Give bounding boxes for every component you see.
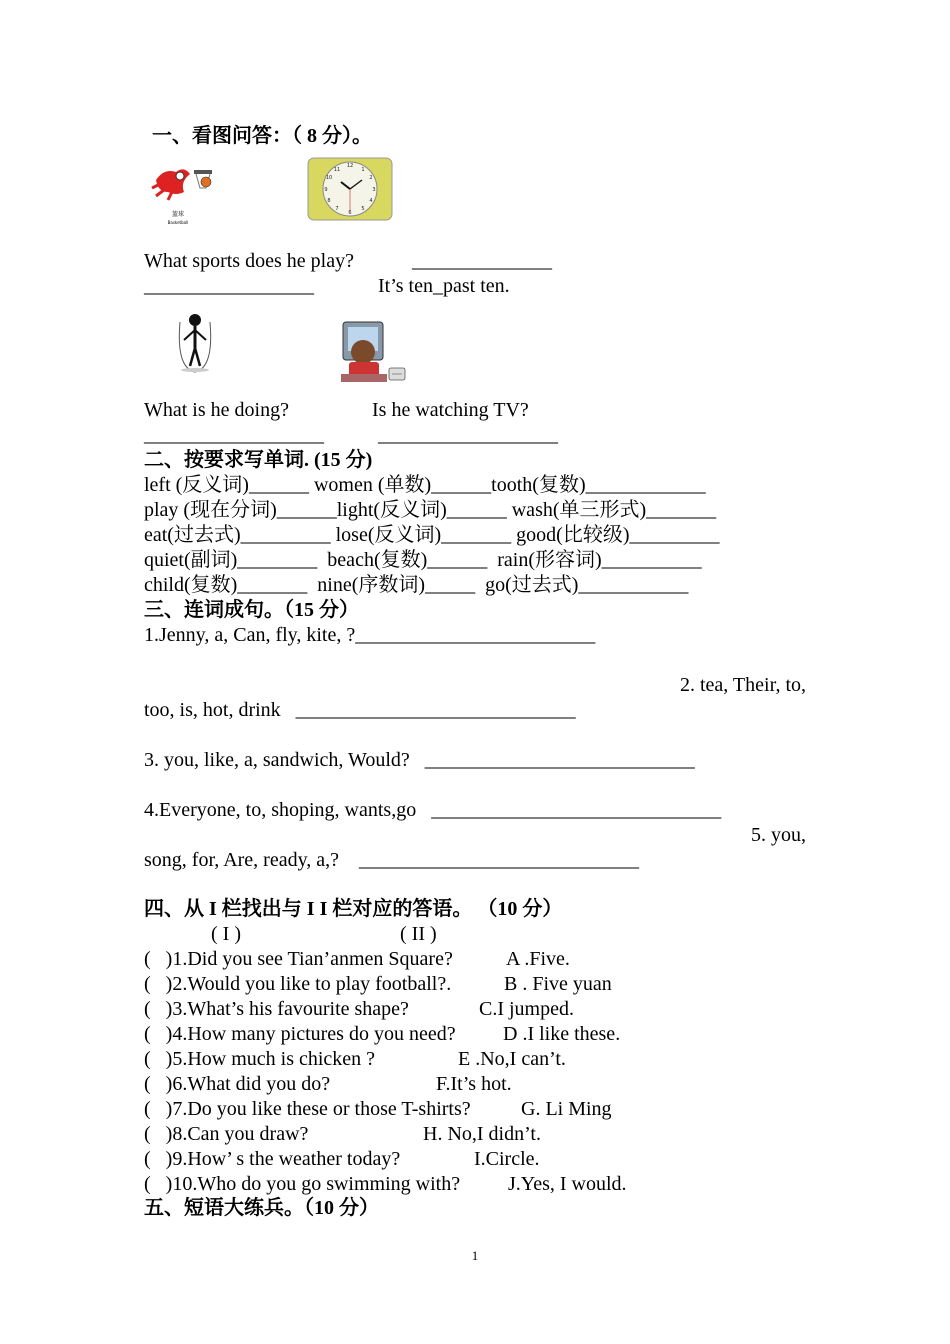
s1-answer-blank-2[interactable]: _________________ [144, 275, 314, 297]
s4-row-answer: D .I like these. [503, 1023, 621, 1045]
s4-row-question[interactable]: ( )6.What did you do? [144, 1073, 331, 1095]
s4-row-answer: C.I jumped. [479, 998, 574, 1020]
section4-heading: 四、从 I 栏找出与 I I 栏对应的答语。 （10 分） [144, 898, 563, 920]
s4-column-2-label: ( II ) [400, 923, 437, 945]
s4-row-answer: F.It’s hot. [436, 1073, 512, 1095]
svg-text:11: 11 [333, 167, 341, 173]
s4-row-question[interactable]: ( )3.What’s his favourite shape? [144, 998, 409, 1020]
s4-row-answer: H. No,I didn’t. [423, 1123, 541, 1145]
svg-text:6: 6 [348, 210, 352, 216]
s4-row-answer: G. Li Ming [521, 1098, 612, 1120]
s4-row-question[interactable]: ( )9.How’ s the weather today? [144, 1148, 401, 1170]
s4-row-answer: B . Five yuan [504, 973, 612, 995]
svg-text:12: 12 [346, 163, 354, 169]
svg-text:5: 5 [361, 206, 365, 212]
s4-row-answer: J.Yes, I would. [508, 1173, 627, 1195]
clock-image [307, 157, 393, 221]
basketball-player-image [150, 162, 220, 228]
s4-column-1-label: ( I ) [211, 923, 241, 945]
s4-row-question[interactable]: ( )8.Can you draw? [144, 1123, 309, 1145]
s1-question-tv: Is he watching TV? [372, 399, 529, 421]
basketball-caption-en: Basketball [167, 220, 189, 225]
s4-row-question[interactable]: ( )5.How much is chicken ? [144, 1048, 376, 1070]
section2-heading: 二、按要求写单词. (15 分) [144, 449, 373, 471]
s4-row-question[interactable]: ( )1.Did you see Tian’anmen Square? [144, 948, 453, 970]
svg-text:8: 8 [327, 198, 331, 204]
s3-question-5-start: 5. you, [751, 824, 806, 846]
svg-text:7: 7 [335, 206, 339, 212]
section3-heading: 三、连词成句。（15 分） [144, 599, 359, 621]
s4-row-question[interactable]: ( )10.Who do you go swimming with? [144, 1173, 461, 1195]
svg-text:2: 2 [369, 175, 373, 181]
s4-row-question[interactable]: ( )7.Do you like these or those T-shirts? [144, 1098, 471, 1120]
rope-skipping-image [170, 308, 220, 376]
svg-text:10: 10 [325, 175, 333, 181]
page-number: 1 [471, 1248, 479, 1263]
section1-heading: 一、看图问答：（ 8 分）。 [152, 125, 372, 147]
s4-row-answer: I.Circle. [474, 1148, 540, 1170]
s3-question-1[interactable]: 1.Jenny, a, Can, fly, kite, ?________________________ [144, 624, 596, 646]
s1-answer-blank-4[interactable]: __________________ [378, 424, 558, 446]
svg-text:1: 1 [361, 167, 365, 173]
s4-row-question[interactable]: ( )4.How many pictures do you need? [144, 1023, 456, 1045]
s1-question-sports: What sports does he play? [144, 250, 354, 272]
s2-line[interactable]: left (反义词)______ women (单数)______tooth(复数)____________ [144, 474, 706, 496]
s1-answer-blank-3[interactable]: __________________ [144, 424, 324, 446]
s2-line[interactable]: eat(过去式)_________ lose(反义词)_______ good(比较级)_________ [144, 524, 720, 546]
watching-tv-image [337, 318, 409, 390]
svg-text:3: 3 [372, 187, 376, 193]
s3-question-4[interactable]: 4.Everyone, to, shoping, wants,go _____________________________ [144, 799, 722, 821]
s2-line[interactable]: quiet(副词)________ beach(复数)______ rain(形容词)__________ [144, 549, 702, 571]
s3-question-5-end[interactable]: song, for, Are, ready, a,? ____________________________ [144, 849, 640, 871]
s4-row-answer: A .Five. [506, 948, 570, 970]
s3-question-2-end[interactable]: too, is, hot, drink ____________________________ [144, 699, 576, 721]
s1-answer-time: It’s ten_past ten. [378, 275, 510, 297]
s2-line[interactable]: play (现在分词)______light(反义词)______ wash(单三形式)_______ [144, 499, 717, 521]
svg-text:9: 9 [324, 187, 328, 193]
s4-row-question[interactable]: ( )2.Would you like to play football?. [144, 973, 452, 995]
s1-question-doing: What is he doing? [144, 399, 289, 421]
basketball-caption: 篮球 [171, 211, 185, 218]
svg-text:4: 4 [369, 198, 373, 204]
section5-heading: 五、短语大练兵。（10 分） [144, 1197, 379, 1219]
s4-row-answer: E .No,I can’t. [458, 1048, 566, 1070]
s3-question-2-start: 2. tea, Their, to, [679, 674, 806, 696]
s3-question-3[interactable]: 3. you, like, a, sandwich, Would? ___________________________ [144, 749, 695, 771]
s2-line[interactable]: child(复数)_______ nine(序数词)_____ go(过去式)___________ [144, 574, 689, 596]
s1-answer-blank-1[interactable]: ______________ [412, 250, 552, 272]
